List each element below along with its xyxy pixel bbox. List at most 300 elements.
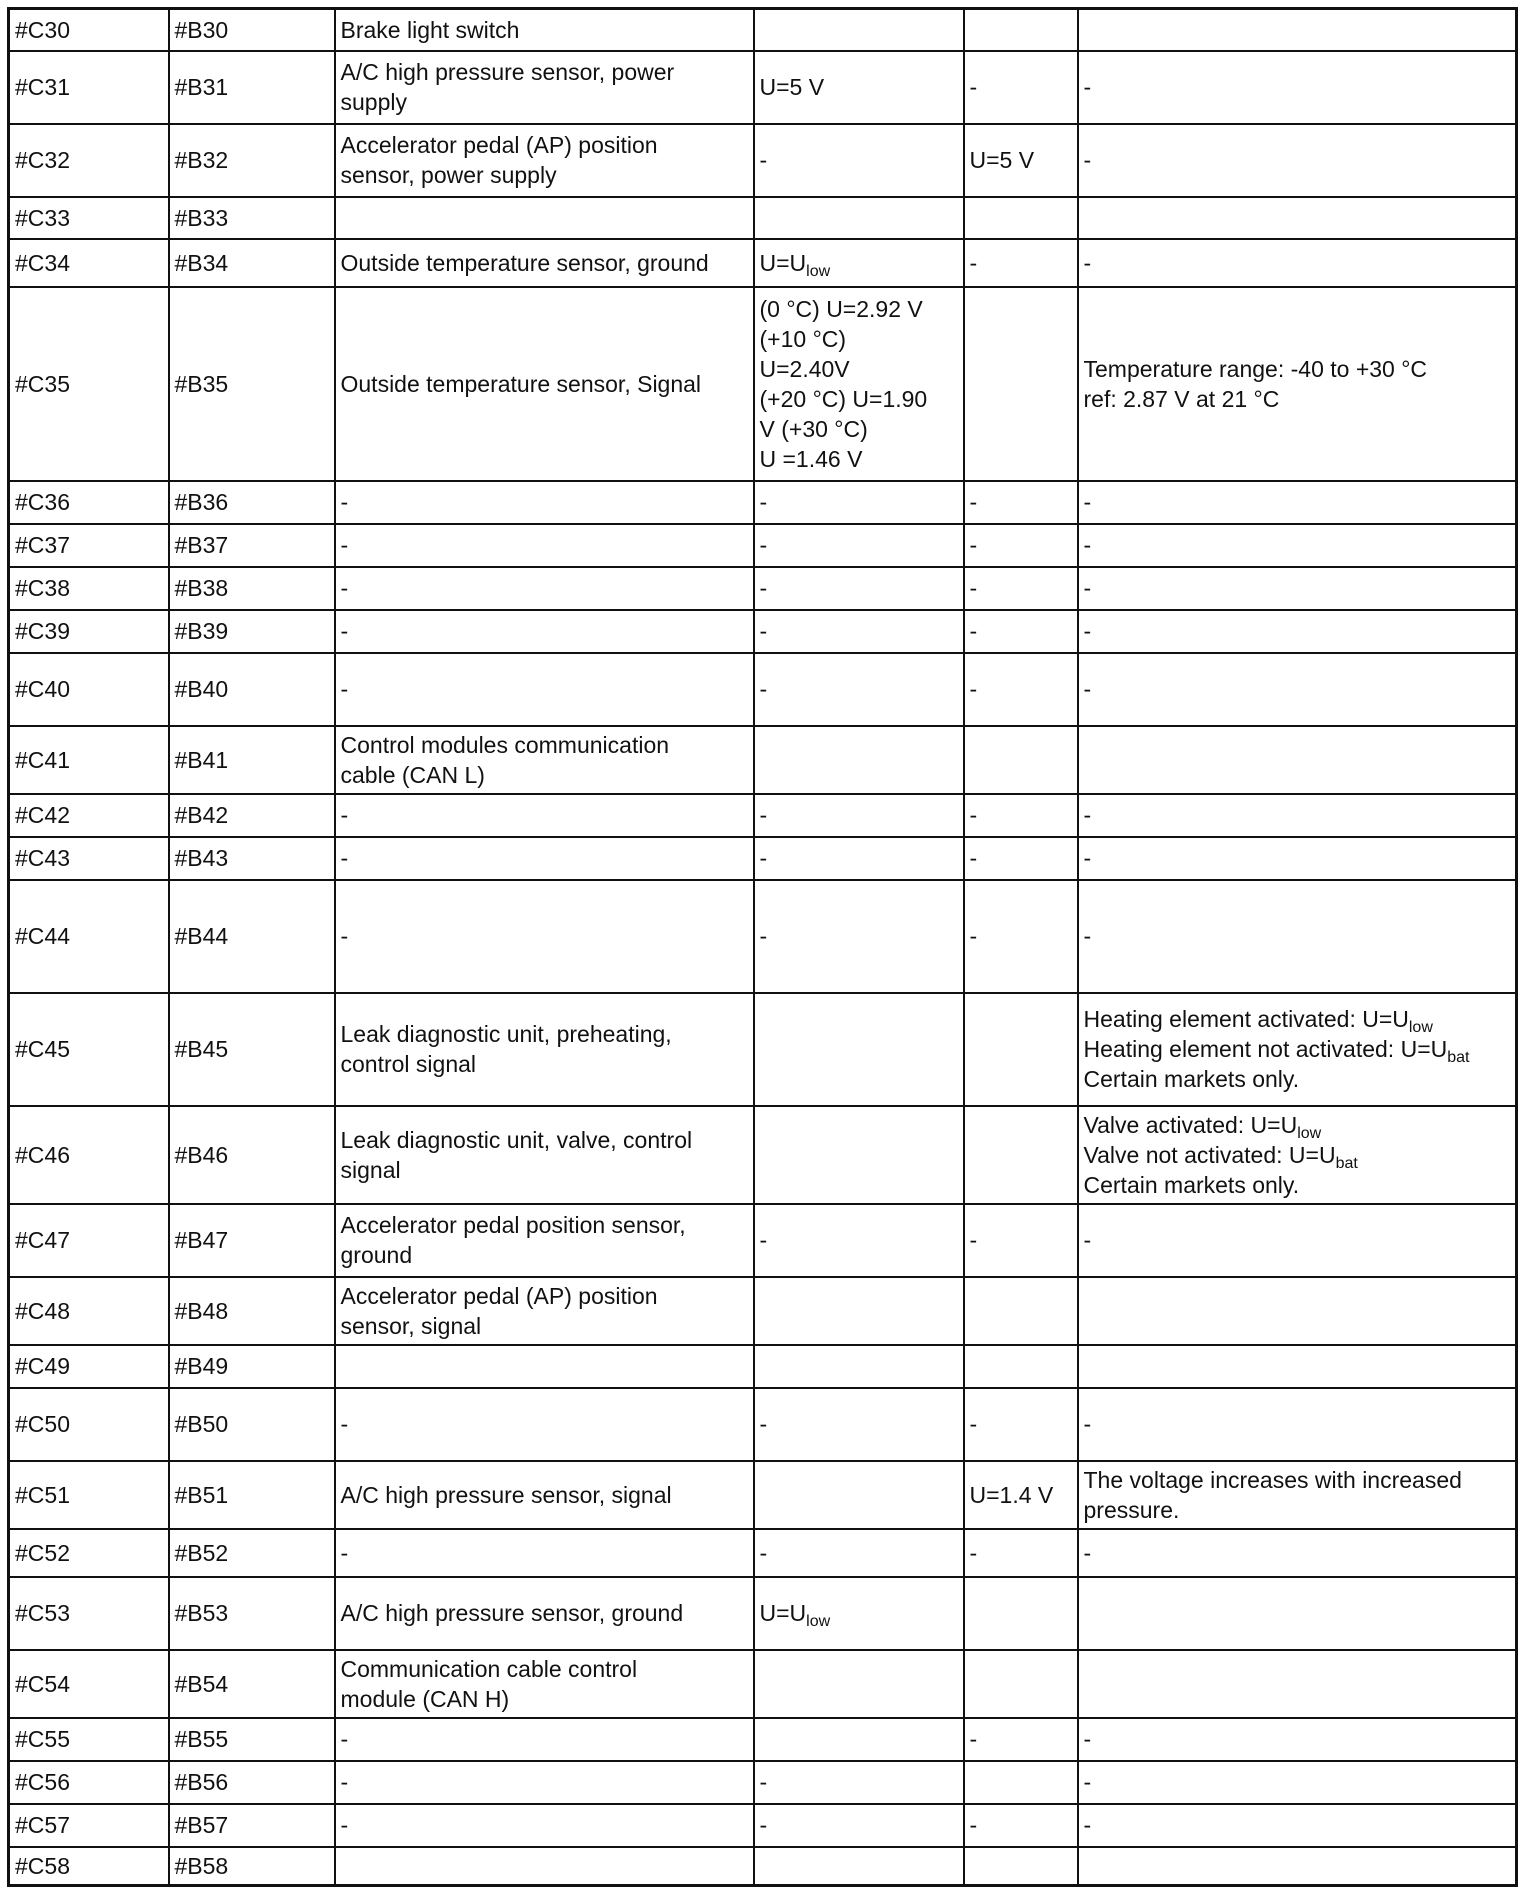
cell-text: -	[759, 1769, 768, 1795]
pin-c-cell	[9, 1461, 169, 1529]
cell-text: #B57	[174, 1812, 229, 1838]
value-2-cell	[964, 524, 1078, 567]
description-cell	[335, 993, 754, 1106]
value-1-cell	[754, 1804, 964, 1847]
cell-text: -	[759, 147, 768, 173]
cell-text: #C47	[15, 1227, 70, 1253]
note-cell	[1078, 794, 1517, 837]
cell-text: #B50	[174, 1411, 229, 1437]
subscript-text: bat	[1335, 1154, 1358, 1172]
cell-text: #C56	[15, 1769, 70, 1795]
note-cell	[1078, 9, 1517, 51]
cell-text: A/C high pressure sensor, signal	[340, 1481, 672, 1508]
cell-text: #B58	[174, 1852, 229, 1879]
cell-text: -	[969, 845, 978, 871]
value-1-cell	[754, 726, 964, 794]
cell-text: #C41	[15, 746, 70, 773]
cell-line	[1084, 1538, 1512, 1568]
cell-text: pressure.	[1083, 1496, 1180, 1523]
table-row	[9, 124, 1517, 197]
cell-text: #B35	[174, 370, 229, 397]
pin-b-cell	[169, 837, 335, 880]
cell-line	[970, 674, 1073, 704]
note-cell	[1078, 1106, 1517, 1204]
cell-line	[760, 414, 959, 444]
table-row	[9, 653, 1517, 726]
cell-text: -	[759, 923, 768, 949]
cell-text: -	[969, 923, 978, 949]
pin-b-cell	[169, 51, 335, 124]
pin-c-cell	[9, 239, 169, 287]
description-cell	[335, 610, 754, 653]
cell-text: -	[759, 802, 768, 828]
table-row	[9, 1761, 1517, 1804]
cell-text: Outside temperature sensor, ground	[340, 249, 709, 276]
cell-text: Leak diagnostic unit, valve, control	[340, 1126, 693, 1153]
note-cell	[1078, 1345, 1517, 1388]
cell-text: A/C high pressure sensor, ground	[340, 1600, 684, 1626]
value-1-cell	[754, 524, 964, 567]
table-row	[9, 1577, 1517, 1650]
table-row	[9, 524, 1517, 567]
value-2-cell	[964, 1277, 1078, 1345]
cell-text: -	[1083, 802, 1092, 828]
table-row	[9, 1650, 1517, 1718]
cell-text: #C58	[15, 1852, 70, 1879]
cell-line	[1084, 1170, 1512, 1200]
cell-text: #C31	[15, 74, 70, 100]
table-row	[9, 1345, 1517, 1388]
value-1-cell	[754, 1529, 964, 1577]
pin-b-cell	[169, 1529, 335, 1577]
cell-text: #B34	[174, 249, 229, 276]
cell-line	[1084, 145, 1512, 175]
subscript-text: low	[1408, 1019, 1433, 1036]
value-2-cell	[964, 1345, 1078, 1388]
cell-line	[1084, 72, 1512, 102]
pin-c-cell	[9, 794, 169, 837]
value-2-cell	[964, 124, 1078, 197]
cell-line	[760, 1538, 959, 1568]
pin-b-cell	[169, 726, 335, 794]
table-row	[9, 1204, 1517, 1277]
cell-text: -	[340, 618, 349, 644]
value-1-cell	[754, 794, 964, 837]
pin-c-cell	[9, 1577, 169, 1650]
value-2-cell	[964, 794, 1078, 837]
description-cell	[335, 524, 754, 567]
value-2-cell	[964, 993, 1078, 1106]
cell-text: -	[340, 489, 349, 515]
cell-text: #B41	[174, 746, 229, 773]
cell-text: -	[1083, 249, 1092, 276]
value-2-cell	[964, 9, 1078, 51]
value-1-cell	[754, 567, 964, 610]
cell-text: #C48	[15, 1297, 70, 1324]
cell-line	[760, 487, 959, 517]
value-1-cell	[754, 1650, 964, 1718]
cell-line	[760, 1598, 959, 1628]
value-2-cell	[964, 287, 1078, 481]
pin-b-cell	[169, 524, 335, 567]
pin-b-cell	[169, 1577, 335, 1650]
pin-c-cell	[9, 9, 169, 51]
cell-line	[1084, 1465, 1512, 1495]
cell-text: U=1.4 V	[969, 1481, 1054, 1508]
cell-text: -	[759, 1812, 768, 1838]
cell-text: Heating element not activated: U=U	[1083, 1036, 1448, 1062]
subscript-text: low	[1297, 1124, 1322, 1142]
cell-line	[970, 1480, 1073, 1510]
value-1-cell	[754, 837, 964, 880]
cell-text: The voltage increases with increased	[1083, 1466, 1462, 1493]
cell-line	[970, 1409, 1073, 1439]
value-1-cell	[754, 993, 964, 1106]
table-row	[9, 1529, 1517, 1577]
value-1-cell	[754, 1461, 964, 1529]
value-2-cell	[964, 1529, 1078, 1577]
cell-text: -	[340, 802, 349, 828]
pin-c-cell	[9, 124, 169, 197]
value-1-cell	[754, 1204, 964, 1277]
cell-text: #C38	[15, 575, 70, 601]
value-2-cell	[964, 51, 1078, 124]
note-cell	[1078, 1847, 1517, 1886]
cell-line	[970, 616, 1073, 646]
cell-text: Communication cable control	[340, 1655, 638, 1682]
value-2-cell	[964, 1718, 1078, 1761]
table-row	[9, 1718, 1517, 1761]
subscript-text: low	[806, 1613, 831, 1630]
table-row	[9, 9, 1517, 51]
cell-text: -	[969, 74, 978, 100]
cell-text: -	[1083, 532, 1092, 558]
cell-text: -	[969, 532, 978, 558]
cell-text: -	[340, 1812, 349, 1838]
cell-text: -	[969, 618, 978, 644]
table-row	[9, 880, 1517, 993]
pin-c-cell	[9, 726, 169, 794]
cell-line	[1084, 921, 1512, 951]
cell-line	[760, 145, 959, 175]
pin-b-cell	[169, 1718, 335, 1761]
cell-text: -	[969, 1812, 978, 1838]
cell-line	[970, 1538, 1073, 1568]
value-2-cell	[964, 1650, 1078, 1718]
cell-text: #B46	[174, 1141, 229, 1168]
cell-text: -	[969, 676, 978, 702]
cell-text: U =1.46 V	[759, 445, 863, 472]
pin-b-cell	[169, 1847, 335, 1886]
cell-line	[760, 674, 959, 704]
cell-text: supply	[340, 89, 407, 115]
cell-text: -	[1083, 147, 1092, 173]
cell-text: #B36	[174, 489, 229, 515]
cell-text: -	[1083, 1539, 1092, 1566]
cell-line	[760, 1810, 959, 1840]
description-cell	[335, 1650, 754, 1718]
cell-text: #B56	[174, 1769, 229, 1795]
value-2-cell	[964, 239, 1078, 287]
cell-line	[970, 800, 1073, 830]
cell-text: -	[1083, 1227, 1092, 1253]
cell-text: -	[969, 1539, 978, 1566]
cell-text: -	[1083, 676, 1092, 702]
cell-text: U=2.40V	[759, 355, 850, 382]
pin-b-cell	[169, 1277, 335, 1345]
value-2-cell	[964, 610, 1078, 653]
note-cell	[1078, 610, 1517, 653]
cell-text: #B40	[174, 676, 229, 702]
cell-text: -	[969, 1227, 978, 1253]
cell-text: -	[340, 1539, 349, 1566]
cell-text: #C44	[15, 923, 70, 949]
pin-c-cell	[9, 1718, 169, 1761]
cell-text: -	[969, 1411, 978, 1437]
pin-b-cell	[169, 1204, 335, 1277]
cell-text: #B30	[174, 16, 229, 43]
cell-line	[760, 72, 959, 102]
cell-text: -	[340, 532, 349, 558]
cell-text: Brake light switch	[340, 16, 520, 43]
cell-text: Certain markets only.	[1083, 1171, 1300, 1198]
cell-line	[1084, 487, 1512, 517]
cell-text: #C42	[15, 802, 70, 828]
description-cell	[335, 794, 754, 837]
description-cell	[335, 1461, 754, 1529]
cell-text: Heating element activated: U=U	[1083, 1006, 1409, 1032]
table-row	[9, 837, 1517, 880]
cell-text: (+10 °C)	[759, 325, 847, 352]
cell-text: -	[340, 845, 349, 871]
cell-text: V (+30 °C)	[759, 415, 868, 442]
cell-line	[760, 800, 959, 830]
value-1-cell	[754, 610, 964, 653]
cell-text: -	[340, 575, 349, 601]
cell-line	[970, 1225, 1073, 1255]
value-1-cell	[754, 653, 964, 726]
pin-c-cell	[9, 481, 169, 524]
cell-line	[1084, 354, 1512, 384]
pin-c-cell	[9, 1761, 169, 1804]
cell-text: ref: 2.87 V at 21 °C	[1083, 385, 1280, 412]
cell-text: cable (CAN L)	[340, 761, 485, 788]
pin-c-cell	[9, 653, 169, 726]
note-cell	[1078, 1529, 1517, 1577]
pin-c-cell	[9, 837, 169, 880]
cell-text: #B38	[174, 575, 229, 601]
description-cell	[335, 124, 754, 197]
cell-line	[1084, 674, 1512, 704]
cell-text: #B44	[174, 923, 229, 949]
value-1-cell	[754, 9, 964, 51]
note-cell	[1078, 1804, 1517, 1847]
value-1-cell	[754, 1345, 964, 1388]
value-2-cell	[964, 1106, 1078, 1204]
cell-text: #C51	[15, 1481, 70, 1508]
note-cell	[1078, 287, 1517, 481]
note-cell	[1078, 481, 1517, 524]
pin-b-cell	[169, 1345, 335, 1388]
note-cell	[1078, 1204, 1517, 1277]
cell-text: #B31	[174, 74, 229, 100]
cell-text: #C45	[15, 1036, 70, 1062]
cell-line	[970, 145, 1073, 175]
cell-text: -	[1083, 1726, 1092, 1752]
cell-line	[1084, 1110, 1512, 1140]
cell-text: #B37	[174, 532, 229, 558]
value-2-cell	[964, 197, 1078, 239]
cell-text: #C55	[15, 1726, 70, 1752]
description-cell	[335, 653, 754, 726]
note-cell	[1078, 993, 1517, 1106]
cell-text: control signal	[340, 1051, 477, 1077]
description-cell	[335, 51, 754, 124]
value-2-cell	[964, 567, 1078, 610]
pin-b-cell	[169, 794, 335, 837]
table-row	[9, 197, 1517, 239]
cell-line	[760, 921, 959, 951]
cell-text: -	[340, 1411, 349, 1437]
cell-text: #B52	[174, 1539, 229, 1566]
cell-text: Certain markets only.	[1083, 1066, 1300, 1092]
table-row	[9, 610, 1517, 653]
cell-text: -	[340, 923, 349, 949]
value-1-cell	[754, 197, 964, 239]
pin-b-cell	[169, 1388, 335, 1461]
cell-text: -	[340, 676, 349, 702]
note-cell	[1078, 124, 1517, 197]
cell-text: U=5 V	[969, 147, 1035, 173]
table-row	[9, 481, 1517, 524]
description-cell	[335, 1577, 754, 1650]
description-cell	[335, 1804, 754, 1847]
value-1-cell	[754, 1106, 964, 1204]
value-1-cell	[754, 481, 964, 524]
pin-b-cell	[169, 653, 335, 726]
pin-c-cell	[9, 1529, 169, 1577]
cell-line	[760, 384, 959, 414]
description-cell	[335, 567, 754, 610]
cell-line	[1084, 573, 1512, 603]
pin-c-cell	[9, 1277, 169, 1345]
pin-b-cell	[169, 1804, 335, 1847]
cell-text: -	[1083, 1769, 1092, 1795]
cell-text: -	[1083, 489, 1092, 515]
note-cell	[1078, 880, 1517, 993]
cell-line	[1084, 530, 1512, 560]
cell-line	[1084, 1140, 1512, 1170]
cell-text: -	[1083, 575, 1092, 601]
pin-b-cell	[169, 1761, 335, 1804]
table-row	[9, 794, 1517, 837]
cell-line	[1084, 1767, 1512, 1797]
cell-text: Valve not activated: U=U	[1083, 1141, 1336, 1168]
cell-text: Temperature range: -40 to +30 °C	[1083, 355, 1428, 382]
cell-line	[1084, 616, 1512, 646]
pin-c-cell	[9, 524, 169, 567]
cell-text: #B39	[174, 618, 229, 644]
cell-text: #B49	[174, 1353, 229, 1379]
cell-text: -	[1083, 845, 1092, 871]
cell-text: #C39	[15, 618, 70, 644]
cell-line	[1084, 1724, 1512, 1754]
cell-line	[970, 72, 1073, 102]
cell-text: -	[1083, 618, 1092, 644]
note-cell	[1078, 239, 1517, 287]
note-cell	[1078, 51, 1517, 124]
value-2-cell	[964, 653, 1078, 726]
cell-text: sensor, power supply	[340, 162, 557, 188]
cell-text: #C34	[15, 249, 70, 276]
cell-text: -	[759, 1227, 768, 1253]
cell-line	[760, 616, 959, 646]
table-row	[9, 1277, 1517, 1345]
description-cell	[335, 1388, 754, 1461]
cell-line	[760, 294, 959, 324]
description-cell	[335, 726, 754, 794]
cell-text: -	[759, 618, 768, 644]
value-1-cell	[754, 287, 964, 481]
cell-text: #C57	[15, 1812, 70, 1838]
cell-text: #B43	[174, 845, 229, 871]
cell-text: #C30	[15, 16, 70, 43]
cell-text: #B53	[174, 1600, 229, 1626]
description-cell	[335, 1204, 754, 1277]
cell-text: -	[340, 1769, 349, 1795]
value-1-cell	[754, 880, 964, 993]
cell-line	[760, 1767, 959, 1797]
value-2-cell	[964, 837, 1078, 880]
cell-text: -	[759, 489, 768, 515]
pin-b-cell	[169, 239, 335, 287]
pin-b-cell	[169, 1461, 335, 1529]
pin-c-cell	[9, 1804, 169, 1847]
cell-line	[760, 324, 959, 354]
cell-text: -	[759, 845, 768, 871]
note-cell	[1078, 1461, 1517, 1529]
value-1-cell	[754, 1277, 964, 1345]
cell-line	[760, 248, 959, 278]
table-row	[9, 1461, 1517, 1529]
cell-line	[1084, 1409, 1512, 1439]
description-cell	[335, 481, 754, 524]
cell-line	[760, 1409, 959, 1439]
pin-c-cell	[9, 197, 169, 239]
cell-text: (0 °C) U=2.92 V	[759, 295, 923, 322]
cell-text: U=U	[759, 1600, 807, 1626]
description-cell	[335, 287, 754, 481]
cell-text: -	[1083, 1812, 1092, 1838]
note-cell	[1078, 524, 1517, 567]
cell-line	[760, 1225, 959, 1255]
pin-b-cell	[169, 567, 335, 610]
cell-text: #C36	[15, 489, 70, 515]
value-1-cell	[754, 239, 964, 287]
cell-text: signal	[340, 1156, 401, 1183]
cell-text: #C32	[15, 147, 70, 173]
cell-line	[970, 487, 1073, 517]
pin-c-cell	[9, 1388, 169, 1461]
table-row	[9, 726, 1517, 794]
cell-line	[760, 354, 959, 384]
value-2-cell	[964, 1847, 1078, 1886]
description-cell	[335, 1529, 754, 1577]
pin-c-cell	[9, 1106, 169, 1204]
note-cell	[1078, 837, 1517, 880]
subscript-text: bat	[1447, 1049, 1470, 1066]
cell-text: module (CAN H)	[340, 1685, 510, 1712]
